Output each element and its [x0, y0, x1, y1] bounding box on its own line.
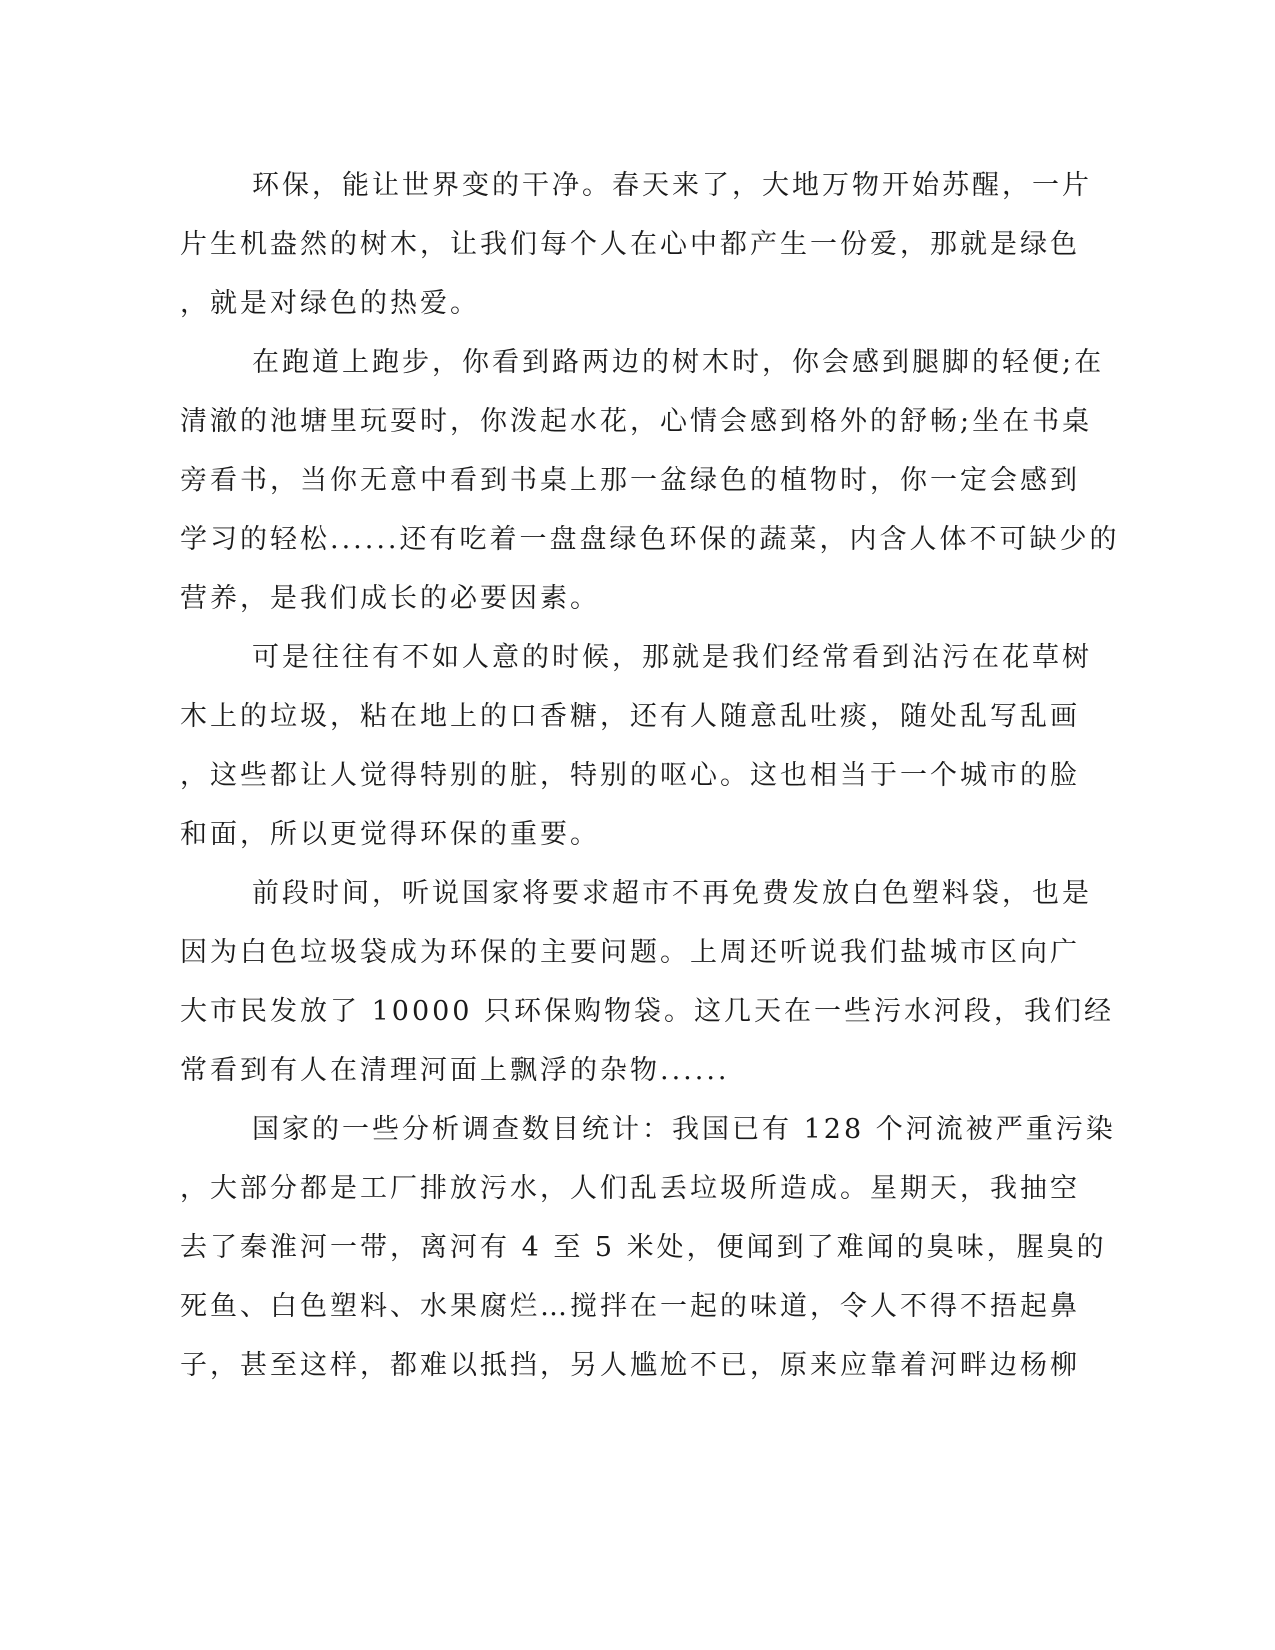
text-line: 清澈的池塘里玩耍时，你泼起水花，心情会感到格外的舒畅;坐在书桌	[180, 406, 1093, 437]
document-body	[180, 156, 1120, 1395]
text-line: 营养，是我们成长的必要因素。	[180, 583, 600, 614]
text-line: 和面，所以更觉得环保的重要。	[180, 819, 600, 850]
paragraph-4	[180, 864, 1115, 1100]
text-line: ，就是对绿色的热爱。	[180, 288, 480, 319]
text-line: 死鱼、白色塑料、水果腐烂…搅拌在一起的味道，令人不得不捂起鼻	[180, 1291, 1080, 1322]
text-line: 因为白色垃圾袋成为环保的主要问题。上周还听说我们盐城市区向广	[180, 937, 1080, 968]
text-line: 去了秦淮河一带，离河有 4 至 5 米处，便闻到了难闻的臭味，腥臭的	[180, 1232, 1107, 1263]
text-line: 大市民发放了 10000 只环保购物袋。这几天在一些污水河段，我们经	[180, 996, 1115, 1027]
text-line: ，这些都让人觉得特别的脏，特别的呕心。这也相当于一个城市的脸	[180, 760, 1080, 791]
paragraph-1	[180, 156, 1092, 333]
text-line: 在跑道上跑步，你看到路两边的树木时，你会感到腿脚的轻便;在	[252, 347, 1105, 378]
text-line: 学习的轻松......还有吃着一盘盘绿色环保的蔬菜，内含人体不可缺少的	[180, 524, 1120, 555]
text-line: 常看到有人在清理河面上飘浮的杂物......	[180, 1055, 730, 1086]
text-line: 旁看书，当你无意中看到书桌上那一盆绿色的植物时，你一定会感到	[180, 465, 1080, 496]
text-line: 国家的一些分析调查数目统计：我国已有 128 个河流被严重污染	[252, 1114, 1116, 1145]
text-line: 前段时间，听说国家将要求超市不再免费发放白色塑料袋，也是	[252, 878, 1092, 909]
text-line: ，大部分都是工厂排放污水，人们乱丢垃圾所造成。星期天，我抽空	[180, 1173, 1080, 1204]
text-line: 环保，能让世界变的干净。春天来了，大地万物开始苏醒，一片	[252, 170, 1092, 201]
paragraph-5	[180, 1100, 1116, 1395]
text-line: 子，甚至这样，都难以抵挡，另人尴尬不已，原来应靠着河畔边杨柳	[180, 1350, 1080, 1381]
text-line: 木上的垃圾，粘在地上的口香糖，还有人随意乱吐痰，随处乱写乱画	[180, 701, 1080, 732]
text-line: 可是往往有不如人意的时候，那就是我们经常看到沾污在花草树	[252, 642, 1092, 673]
paragraph-2	[180, 333, 1120, 628]
paragraph-3	[180, 628, 1092, 864]
text-line: 片生机盎然的树木，让我们每个人在心中都产生一份爱，那就是绿色	[180, 229, 1080, 260]
